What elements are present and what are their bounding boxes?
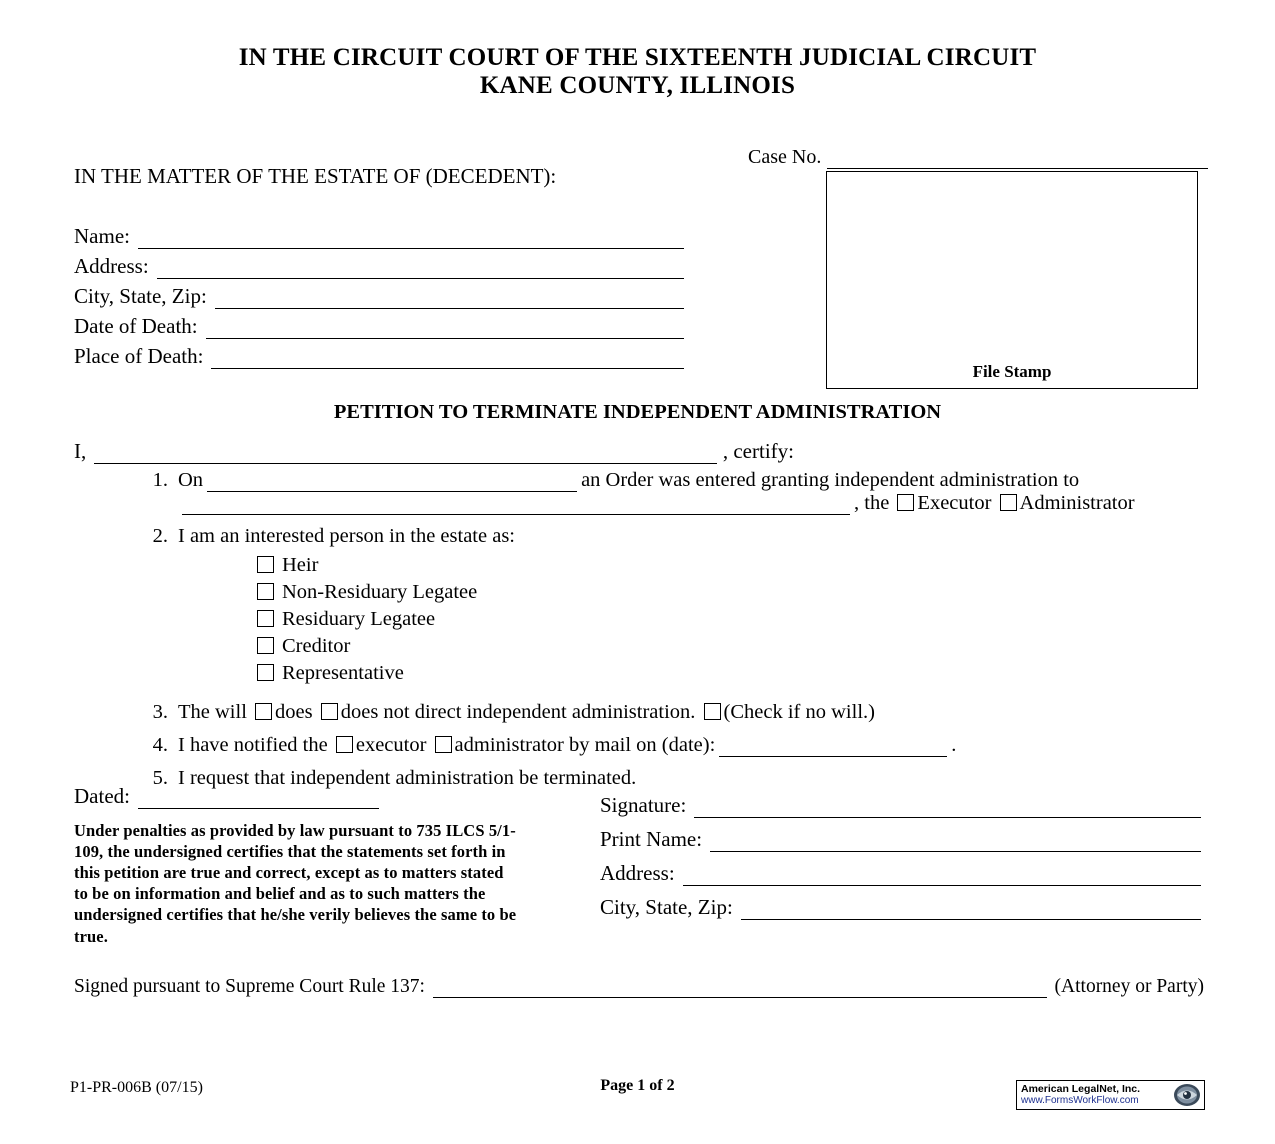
certify-prefix: I, [74,439,87,463]
option-residuary-legatee[interactable] [254,606,1204,633]
checkbox-will-does-not[interactable] [321,703,338,720]
estate-matter-label: IN THE MATTER OF THE ESTATE OF (DECEDENT): [74,164,557,188]
print-name-row [600,818,1201,852]
legalnet-url[interactable]: www.FormsWorkFlow.com [1021,1095,1139,1107]
field-row [74,219,684,249]
item-5-text: I request that independent administration be terminated. [178,767,637,789]
item-1-executor-label: Executor [917,492,992,514]
checkbox-non-residuary-legatee[interactable] [257,583,274,600]
court-heading [0,44,1275,100]
decedent-citystatezip-input[interactable] [215,288,684,309]
legalnet-text [1017,1084,1172,1107]
decedent-name-input[interactable] [138,228,684,249]
rule-137-row [74,976,1204,998]
checkbox-heir[interactable] [257,556,274,573]
item-3-no-will-label: (Check if no will.) [723,701,875,723]
item-4-body [178,734,1204,757]
item-3-does-not-label: does not direct independent administration. [340,701,696,723]
item-1-text-a: On [178,469,204,491]
decedent-address-label: Address: [74,254,149,278]
option-non-residuary-legatee-label: Non-Residuary Legatee [282,581,478,603]
field-row [74,249,684,279]
form-number: P1-PR-006B (07/15) [70,1079,203,1096]
case-number-label: Case No. [748,146,822,168]
signer-address-input[interactable] [683,863,1201,886]
rule-137-label: Signed pursuant to Supreme Court Rule 137: [74,976,425,997]
decedent-address-input[interactable] [157,258,684,279]
item-1-number: 1. [152,469,168,491]
item-1-name-input[interactable] [182,496,850,515]
item-1-date-input[interactable] [207,473,577,492]
certify-line [74,439,794,464]
item-2-body [178,525,1204,687]
print-name-input[interactable] [710,829,1201,852]
page-number: Page 1 of 2 [600,1077,675,1094]
checkbox-executor[interactable] [897,494,914,511]
checkbox-creditor[interactable] [257,637,274,654]
item-1-text-c: , the [854,492,890,514]
item-1-administrator-label: Administrator [1019,492,1135,514]
rule-137-input[interactable] [433,978,1047,998]
decedent-name-label: Name: [74,224,130,248]
item-3 [146,701,1204,724]
dated-label: Dated: [74,784,130,808]
signature-row [600,784,1201,818]
rule-137-suffix: (Attorney or Party) [1054,976,1204,997]
item-4-text-a: I have notified the [178,734,328,756]
field-row [74,339,684,369]
checkbox-administrator[interactable] [1000,494,1017,511]
decedent-date-of-death-input[interactable] [206,318,684,339]
interested-person-options [254,552,1204,687]
item-4-period: . [951,734,957,756]
print-name-label: Print Name: [600,827,703,851]
signer-address-label: Address: [600,861,675,885]
petition-items [146,469,1204,800]
decedent-fields [74,219,684,369]
field-row [74,309,684,339]
decedent-place-of-death-label: Place of Death: [74,344,204,368]
court-heading-line1: IN THE CIRCUIT COURT OF THE SIXTEENTH JUDICIAL CIRCUIT [238,44,1037,71]
decedent-date-of-death-label: Date of Death: [74,314,198,338]
signature-input[interactable] [694,795,1201,818]
item-3-body [178,701,1204,724]
certify-name-input[interactable] [94,443,717,464]
signature-block [600,784,1201,920]
option-representative-label: Representative [282,662,404,684]
checkbox-notified-administrator[interactable] [435,736,452,753]
signer-citystatezip-input[interactable] [741,897,1201,920]
option-creditor[interactable] [254,633,1204,660]
case-number-input[interactable] [827,151,1208,169]
item-5-number: 5. [152,767,168,789]
file-stamp-label: File Stamp [972,362,1052,381]
item-1 [146,469,1204,515]
item-2 [146,525,1204,687]
legalnet-logo-icon [1172,1082,1202,1108]
item-4-executor-label: executor [355,734,427,756]
legalnet-stamp [1016,1080,1205,1110]
penalties-statement: Under penalties as provided by law pursuant to 735 ILCS 5/1-109, the undersigned certifies that the statements set forth in this petition are true and correct, except as to matters stated to be on information and belief and as to such matters the undersigned certifies that he/she verily believes the same to be true. [74,821,517,946]
checkbox-representative[interactable] [257,664,274,681]
item-2-number: 2. [152,525,168,547]
checkbox-residuary-legatee[interactable] [257,610,274,627]
item-3-does-label: does [275,701,313,723]
signer-citystatezip-label: City, State, Zip: [600,895,733,919]
item-4 [146,734,1204,757]
signer-citystatezip-row [600,886,1201,920]
item-1-text-b: an Order was entered granting independent administration to [581,469,1080,491]
option-creditor-label: Creditor [282,635,351,657]
option-residuary-legatee-label: Residuary Legatee [282,608,436,630]
item-4-date-input[interactable] [719,738,947,757]
option-representative[interactable] [254,660,1204,687]
dated-row [74,784,379,809]
field-row [74,279,684,309]
dated-input[interactable] [138,788,379,809]
option-heir[interactable] [254,552,1204,579]
decedent-citystatezip-label: City, State, Zip: [74,284,207,308]
option-non-residuary-legatee[interactable] [254,579,1204,606]
item-4-administrator-label: administrator by mail on (date): [454,734,716,756]
decedent-place-of-death-input[interactable] [211,348,684,369]
certify-suffix: , certify: [722,439,794,463]
item-3-number: 3. [152,701,168,723]
file-stamp-box [826,171,1198,389]
item-4-number: 4. [152,734,168,756]
court-heading-line2: KANE COUNTY, ILLINOIS [479,72,796,99]
signer-address-row [600,852,1201,886]
form-page [0,44,1275,1144]
document-title: PETITION TO TERMINATE INDEPENDENT ADMINISTRATION [333,401,942,423]
checkbox-will-does[interactable] [255,703,272,720]
item-3-text-a: The will [178,701,247,723]
option-heir-label: Heir [282,554,319,576]
checkbox-notified-executor[interactable] [336,736,353,753]
item-2-text: I am an interested person in the estate as: [178,525,515,547]
checkbox-no-will[interactable] [704,703,721,720]
item-1-body [178,469,1204,515]
case-number-row [748,146,1208,169]
legalnet-company-name: American LegalNet, Inc. [1021,1082,1141,1095]
signature-label: Signature: [600,793,687,817]
